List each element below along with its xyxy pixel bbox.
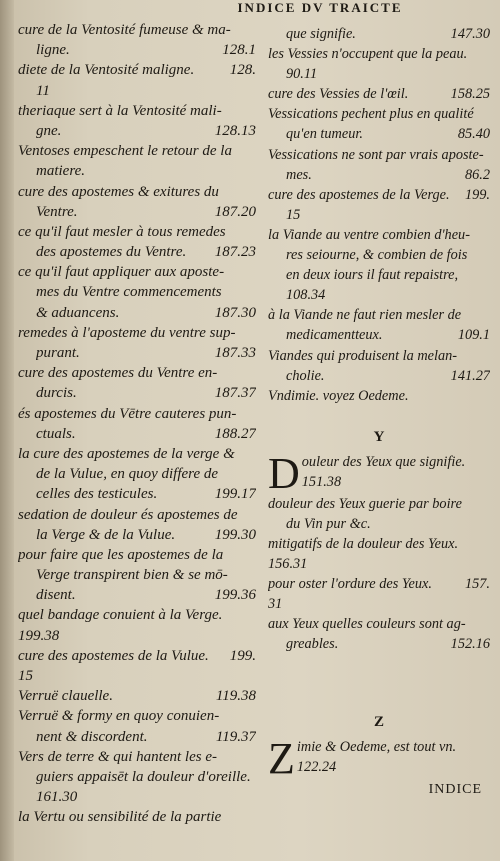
index-line [268,185,490,205]
index-entry-text: Vessications ne sont par vrais aposte- [268,146,484,163]
catchword: INDICE [428,781,482,797]
index-entry-text: 90.11 [286,66,318,83]
index-line [18,484,256,504]
index-page-reference: 187.37 [214,385,256,402]
left-column [18,20,256,828]
index-line [297,737,490,757]
index-line [18,242,256,262]
index-page-reference: 199.17 [214,486,256,503]
index-entry-text: imie & Oedeme, est tout vn. [296,738,457,755]
index-page-reference: 152.16 [450,636,490,653]
index-line [268,325,490,345]
section-z-first-entry [268,737,490,779]
index-page-reference: 187.33 [214,345,256,361]
index-line [268,24,490,44]
index-entry-text: les Vessies n'occupent que la peau. [268,46,468,63]
section-y-entries [268,494,490,655]
index-entry-text: 11 [36,82,50,99]
index-line [18,545,256,565]
index-line [268,225,490,245]
index-line [268,574,490,594]
index-entry-text: diete de la Ventosité maligne. [18,62,195,79]
index-entry-text: greables. [286,636,339,653]
right-column [268,24,490,801]
index-entry-text: la Vertu ou sensibilité de la partie [18,809,222,826]
index-page-reference: 158.25 [450,86,490,103]
index-entry-text: durcis. [36,385,77,402]
index-line [18,787,256,807]
index-entry-text: ce qu'il faut mesler à tous remedes [18,223,226,240]
index-line [18,343,256,363]
index-line [268,386,490,406]
index-entry-text: pour faire que les apostemes de la [18,546,224,563]
index-entry-text: Verruë & formy en quoy conuien- [18,708,220,725]
index-line [268,205,490,225]
index-line [268,124,490,144]
index-page-reference: 147.30 [450,26,490,42]
index-line [18,81,256,101]
index-line [18,323,256,343]
index-line [268,514,490,534]
index-line [18,686,256,706]
index-entry-text: la cure des apostemes de la verge & [18,445,235,462]
index-entry-text: Vndimie. voyez Oedeme. [268,387,409,404]
index-line [18,182,256,202]
index-line [302,472,490,492]
section-letter-y: Y [373,428,385,445]
index-line [268,165,490,185]
drop-cap-z: Z [268,736,295,779]
index-entry-text: res seiourne, & combien de fois [286,247,468,264]
index-page-reference: 199.30 [214,526,256,543]
index-entry-text: cure de la Ventosité fumeuse & ma- [18,22,231,38]
index-line [268,104,490,124]
index-entry-text: purant. [36,345,80,361]
index-entry-text: medicamentteux. [286,327,383,344]
index-entry-text: quel bandage conuient à la Verge. [18,607,223,624]
index-line [18,525,256,545]
index-line [268,594,490,614]
index-line [18,404,256,424]
index-line [18,807,256,827]
index-line [268,265,490,285]
index-line [18,262,256,282]
index-page-reference: 187.30 [214,304,256,321]
index-entry-text: 122.24 [296,758,337,775]
index-line [18,444,256,464]
index-line [18,383,256,403]
index-entry-text: cholie. [286,367,325,384]
index-line [268,366,490,386]
running-header: INDICE DV TRAICTE [237,0,403,15]
index-line [302,452,490,472]
index-entry-text: 31 [268,596,283,613]
spacer [268,406,490,422]
index-line [268,44,490,64]
index-line [18,666,256,686]
index-line [268,64,490,84]
index-entry-text: des apostemes du Ventre. [36,244,187,261]
index-entry-text: Ventoses empeschent le retour de la [18,143,232,160]
index-entry-text: 108.34 [286,287,326,304]
index-page-reference: 86.2 [464,166,490,183]
index-line [18,20,256,40]
index-entry-text: pour oster l'ordure des Yeux. [268,576,432,593]
index-page-reference: 187.23 [214,244,256,261]
index-entry-text: qu'en tumeur. [286,126,363,143]
index-line [268,534,490,554]
index-line [268,634,490,654]
index-line [18,727,256,747]
index-page-reference: 157. [464,576,490,593]
index-line [18,706,256,726]
page-gutter-shadow [0,0,14,861]
index-entry-text: matiere. [36,163,86,180]
index-entry-text: la Viande au ventre combien d'heu- [268,226,470,243]
index-entry-text: de la Vulue, en quoy differe de [36,466,219,483]
index-page-reference: 199.36 [214,587,256,604]
index-line [18,626,256,646]
drop-cap-d: D [268,451,300,494]
index-entry-text: celles des testicules. [36,486,158,503]
index-entry-text: cure des apostemes de la Vulue. [18,647,209,664]
index-entry-text: 15 [286,206,301,223]
index-line [18,565,256,585]
index-page-reference: 119.38 [215,688,256,705]
index-entry-text: 15 [18,668,33,684]
index-line [18,60,256,80]
section-y-first-entry [268,452,490,494]
index-entry-text: Viandes qui produisent la melan- [268,347,458,364]
index-page-reference: 128.13 [214,122,256,139]
index-entry-text: ctuals. [36,425,76,442]
index-line [18,222,256,242]
index-entry-text: aux Yeux quelles couleurs sont ag- [268,616,466,633]
index-entry-text: que signifie. [286,26,356,42]
index-line [268,494,490,514]
right-entries [268,24,490,406]
index-line [268,305,490,325]
index-line [18,646,256,666]
index-entry-text: Verge transpirent bien & se mō- [36,567,228,584]
index-line [18,363,256,383]
index-page-reference: 128. [229,62,256,79]
index-entry-text: la Verge & de la Vulue. [36,526,176,543]
index-line [18,141,256,161]
index-page-reference: 187.20 [214,203,256,220]
index-line [18,464,256,484]
index-entry-text: à la Viande ne faut rien mesler de [268,307,462,324]
index-entry-text: mes. [286,166,312,183]
index-entry-text: cure des apostemes du Ventre en- [18,365,218,382]
index-line [18,767,256,787]
index-entry-text: douleur des Yeux guerie par boire [268,495,462,512]
index-entry-text: 161.30 [36,789,78,806]
index-entry-text: és apostemes du Vētre cauteres pun- [18,405,237,422]
index-entry-text: Ventre. [36,203,78,220]
index-line [18,121,256,141]
index-line [18,40,256,60]
index-line [297,757,490,777]
index-entry-text: ce qu'il faut appliquer aux aposte- [18,264,225,281]
index-line [18,161,256,181]
section-letter-z: Z [373,713,384,730]
index-entry-text: Vers de terre & qui hantent les e- [18,748,217,765]
index-entry-text: 199.38 [18,627,60,644]
index-entry-text: cure des apostemes de la Verge. [268,186,450,203]
index-line [18,585,256,605]
index-line [18,424,256,444]
index-entry-text: mitigatifs de la douleur des Yeux. [268,535,459,552]
index-line [18,202,256,222]
index-entry-text: theriaque sert à la Ventosité mali- [18,102,222,119]
index-line [268,245,490,265]
index-entry-text: cure des Vessies de l'œil. [268,86,409,103]
index-line [18,282,256,302]
index-entry-text: nent & discordent. [36,728,148,745]
index-entry-text: & aduancens. [36,304,120,321]
index-line [268,346,490,366]
index-entry-text: Vessications pechent plus en qualité [268,106,474,123]
index-page-reference: 199. [464,186,490,203]
index-line [18,505,256,525]
index-entry-text: du Vin pur &c. [286,515,371,532]
index-entry-text: disent. [36,587,76,604]
index-page-reference: 109.1 [457,327,490,344]
index-entry-text: 151.38 [301,473,342,490]
index-page-reference: 85.40 [457,126,490,143]
index-page-reference: 141.27 [450,367,490,384]
index-line [18,747,256,767]
index-page-reference: 199. [229,647,256,664]
index-line [268,554,490,574]
index-line [18,303,256,323]
index-page-reference: 188.27 [214,425,256,442]
index-line [18,605,256,625]
index-line [268,84,490,104]
index-entry-text: en deux iours il faut repaistre, [286,267,459,284]
index-line [268,145,490,165]
index-entry-text: guiers appaisēt la douleur d'oreille. [36,768,251,785]
index-entry-text: sedation de douleur és apostemes de [18,506,238,523]
index-page-reference: 119.37 [215,728,256,745]
index-line [18,101,256,121]
index-entry-text: Verruë clauelle. [18,688,113,705]
index-entry-text: remedes à l'aposteme du ventre sup- [18,324,236,341]
index-line [268,285,490,305]
index-line [268,614,490,634]
index-entry-text: ouleur des Yeux que signifie. [301,453,466,470]
section-z-lines [268,737,490,777]
index-page-reference: 128.1 [222,42,256,59]
section-y-first-lines [268,452,490,492]
index-entry-text: ligne. [36,42,70,59]
index-entry-text: mes du Ventre commencements [36,284,222,301]
index-entry-text: 156.31 [268,556,308,573]
spacer [268,655,490,707]
index-entry-text: gne. [36,122,62,139]
index-entry-text: cure des apostemes & exitures du [18,183,219,200]
